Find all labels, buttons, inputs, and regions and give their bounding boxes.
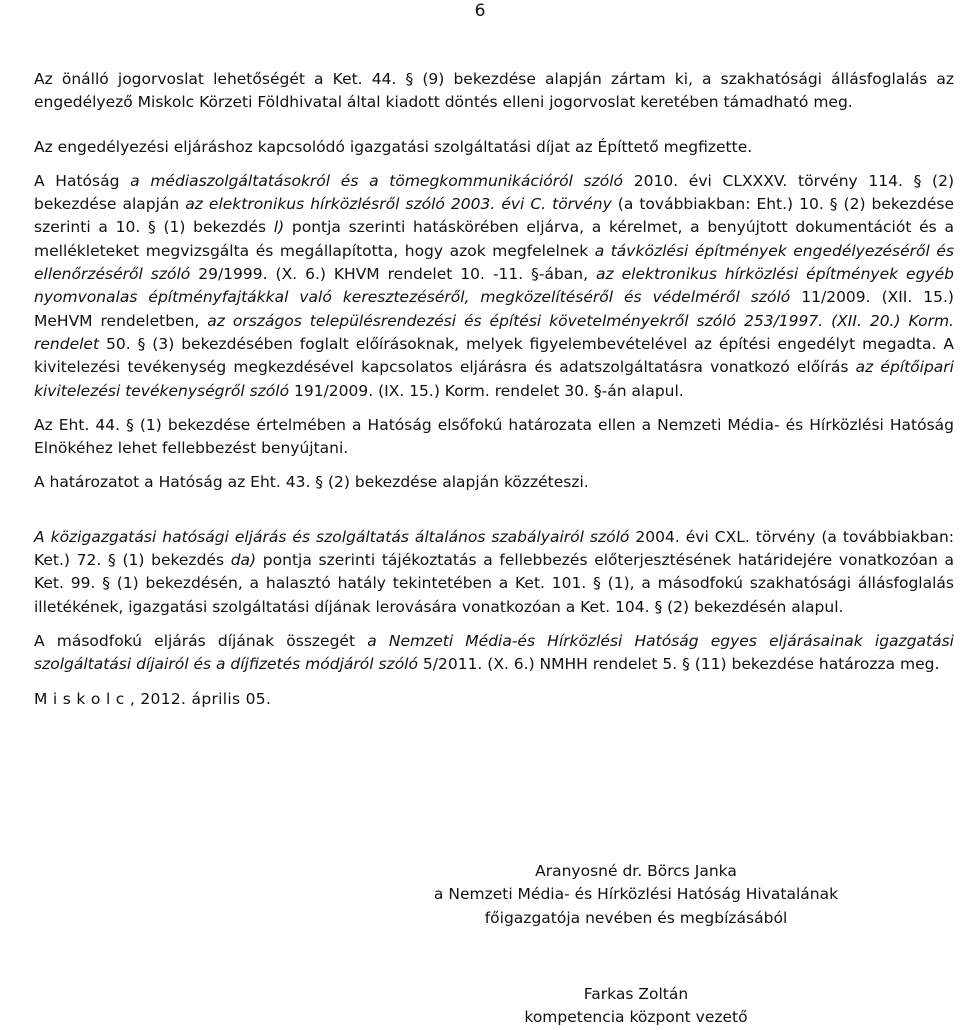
paragraph-publication: A határozatot a Hatóság az Eht. 43. § (2) bekezdése alapján közzéteszi.: [34, 473, 589, 492]
paragraph-ket-information: A közigazgatási hatósági eljárás és szolgáltatás általános szabályairól szóló 2004. évi CXL. törvény (a továbbiakban: Ket.) 72. § (1) bekezdés da) pontja szerinti tájékoztatás a fellebbezés előterjesztésének határidejére vonatkozóan a Ket. 99. § (1) bekezdésén, a halasztó hatály tekintetében a Ket. 101. § (1), a másodfokú szakhatósági állásfoglalás illetékének, igazgatási szolgáltatási díjának lerovására vonatkozóan a Ket. 104. § (2) bekezdésén alapul.: [34, 527, 954, 616]
document-body: [34, 68, 954, 711]
signature-block-center-head: [386, 983, 886, 1030]
signature-block-director: [386, 860, 886, 930]
signatory-name: Farkas Zoltán: [583, 985, 689, 1003]
paragraph-appeal-right: Az Eht. 44. § (1) bekezdése értelmében a Hatóság elsőfokú határozata ellen a Nemzeti Média- és Hírközlési Hatóság Elnökéhez lehet fellebbezést benyújtani.: [34, 415, 954, 458]
signatory-role: kompetencia központ vezető: [524, 1008, 748, 1027]
paragraph-appeal-exclusion: Az önálló jogorvoslat lehetőségét a Ket. 44. § (9) bekezdése alapján zártam ki, a szakhatósági állásfoglalás az engedélyező Miskolc Körzeti Földhivatal által kiadott döntés elleni jogorvoslat keretében támadható meg.: [34, 70, 954, 112]
signatory-office: a Nemzeti Média- és Hírközlési Hatóság Hivatalának: [433, 885, 839, 904]
page-number: 6: [474, 1, 486, 21]
paragraph-fee-paid: Az engedélyezési eljáráshoz kapcsolódó igazgatási szolgáltatási díjat az Építtető megfizette.: [34, 137, 753, 156]
paragraph-authority-decision: A Hatóság a médiaszolgáltatásokról és a tömegkommunikációról szóló 2010. évi CLXXXV. törvény 114. § (2) bekezdése alapján az elektronikus hírközlésről szóló 2003. évi C. törvény (a továbbiakban: Eht.) 10. § (2) bekezdése szerinti a 10. § (1) bekezdés l) pontja szerinti hatáskörében eljárva, a kérelmet, a benyújtott dokumentációt és a mellékleteket megvizsgálta és megállapította, hogy azok megfelelnek a távközlési építmények engedélyezéséről és ellenőrzéséről szóló 29/1999. (X. 6.) KHVM rendelet 10. -11. §-ában, az elektronikus hírközlési építmények egyéb nyomvonalas építményfajtákkal való keresztezéséről, megközelítéséről és védelméről szóló 11/2009. (XII. 15.) MeHVM rendeletben, az országos településrendezési és építési követelményekről szóló 253/1997. (XII. 20.) Korm. rendelet 50. § (3) bekezdésében foglalt előírásoknak, melyek figyelembevételével az építési engedélyt megadta. A kivitelezési tevékenység megkezdésével kapcsolatos eljárásra és adatszolgáltatásra vonatkozó előírás az építőipari kivitelezési tevékenységről szóló 191/2009. (IX. 15.) Korm. rendelet 30. §-án alapul.: [34, 171, 954, 400]
signatory-name: Aranyosné dr. Börcs Janka: [535, 862, 737, 880]
signatory-role: főigazgatója nevében és megbízásából: [484, 908, 788, 927]
date-line: M i s k o l c , 2012. április 05.: [34, 689, 272, 708]
paragraph-second-instance-fee: A másodfokú eljárás díjának összegét a Nemzeti Média-és Hírközlési Hatóság egyes eljárásainak igazgatási szolgáltatási díjairól és a díjfizetés módjáról szóló 5/2011. (X. 6.) NMHH rendelet 5. § (11) bekezdése határozza meg.: [34, 631, 954, 674]
